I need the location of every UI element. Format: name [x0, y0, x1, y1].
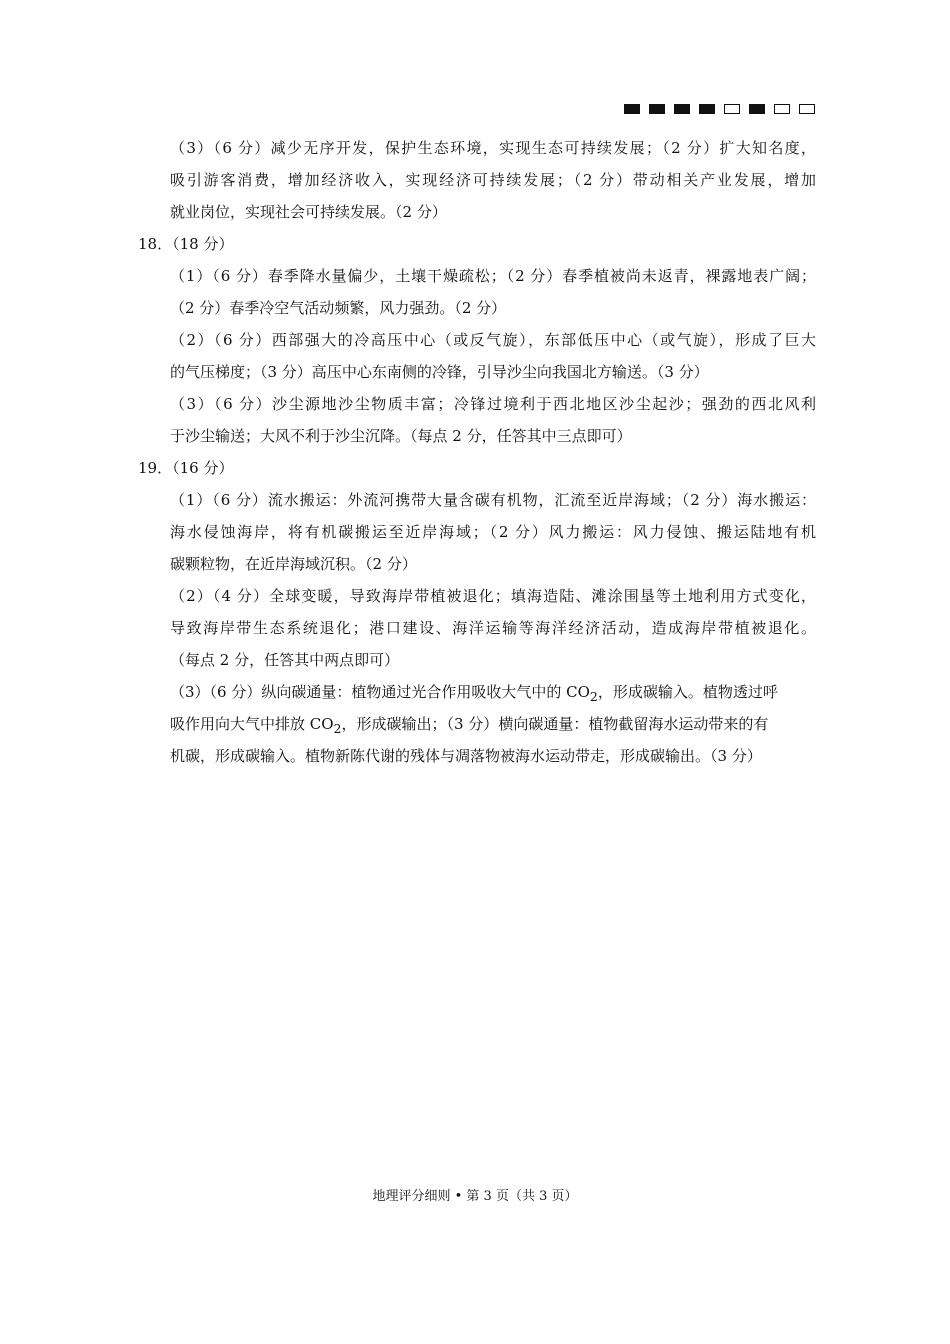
q18-heading: 18．（18 分） — [138, 235, 234, 253]
answer-content — [138, 132, 816, 772]
q19-part3 — [170, 676, 816, 772]
text-line: 海水侵蚀海岸，将有机碳搬运至近岸海域；（2 分）风力搬运：风力侵蚀、搬运陆地有机 — [170, 523, 816, 541]
header-mark — [624, 104, 640, 114]
header-mark — [649, 104, 665, 114]
header-mark — [799, 104, 815, 114]
text-span: （3）（6 分）纵向碳通量：植物通过光合作用吸收大气中的 CO — [170, 683, 590, 701]
header-mark — [749, 104, 765, 114]
text-line: 的气压梯度；（3 分）高压中心东南侧的冷锋，引导沙尘向我国北方输送。（3 分） — [170, 363, 709, 381]
q19-heading: 19．（16 分） — [138, 459, 234, 477]
text-line: 导致海岸带生态系统退化；港口建设、海洋运输等海洋经济活动，造成海岸带植被退化。 — [170, 619, 816, 637]
q18-part1 — [170, 260, 816, 324]
text-span: ，形成碳输出；（3 分）横向碳通量：植物截留海水运动带来的有 — [341, 715, 769, 733]
text-line: （3）（6 分）沙尘源地沙尘物质丰富；冷锋过境利于西北地区沙尘起沙；强劲的西北风利 — [170, 395, 816, 413]
text-line: （1）（6 分）流水搬运：外流河携带大量含碳有机物，汇流至近岸海域；（2 分）海水搬运： — [170, 491, 816, 509]
q19-part2 — [170, 580, 816, 676]
header-mark — [674, 104, 690, 114]
text-line: （2）（6 分）西部强大的冷高压中心（或反气旋），东部低压中心（或气旋），形成了巨大 — [170, 331, 816, 349]
text-line: 就业岗位，实现社会可持续发展。（2 分） — [170, 203, 447, 221]
subscript: 2 — [333, 721, 342, 736]
text-span: 吸作用向大气中排放 CO — [170, 715, 334, 733]
header-mark — [699, 104, 715, 114]
text-line: 于沙尘输送；大风不利于沙尘沉降。（每点 2 分，任答其中三点即可） — [170, 427, 632, 445]
text-line: （1）（6 分）春季降水量偏少，土壤干燥疏松；（2 分）春季植被尚未返青，裸露地表广阔； — [170, 267, 816, 285]
q18-part3 — [170, 388, 816, 452]
header-mark — [774, 104, 790, 114]
text-line: （2 分）春季冷空气活动频繁，风力强劲。（2 分） — [170, 299, 507, 317]
header-marks — [624, 104, 815, 114]
text-line: （2）（4 分）全球变暖，导致海岸带植被退化；填海造陆、滩涂围垦等土地利用方式变化， — [170, 587, 816, 605]
text-line: （每点 2 分，任答其中两点即可） — [170, 651, 400, 669]
text-line: 碳颗粒物，在近岸海域沉积。（2 分） — [170, 555, 417, 573]
text-line: （3）（6 分）减少无序开发，保护生态环境，实现生态可持续发展；（2 分）扩大知名度， — [170, 139, 816, 157]
page-footer: 地理评分细则 • 第 3 页（共 3 页） — [372, 1189, 578, 1204]
q17-part3 — [170, 132, 816, 228]
header-mark — [724, 104, 740, 114]
q18-part2 — [170, 324, 816, 388]
text-line: 机碳，形成碳输入。植物新陈代谢的残体与凋落物被海水运动带走，形成碳输出。（3 分） — [170, 747, 762, 765]
subscript: 2 — [589, 689, 598, 704]
text-span: ，形成碳输入。植物透过呼 — [597, 683, 778, 701]
text-line — [170, 708, 816, 740]
text-line — [170, 676, 816, 708]
q19-part1 — [170, 484, 816, 580]
text-line: 吸引游客消费，增加经济收入，实现经济可持续发展；（2 分）带动相关产业发展，增加 — [170, 171, 816, 189]
